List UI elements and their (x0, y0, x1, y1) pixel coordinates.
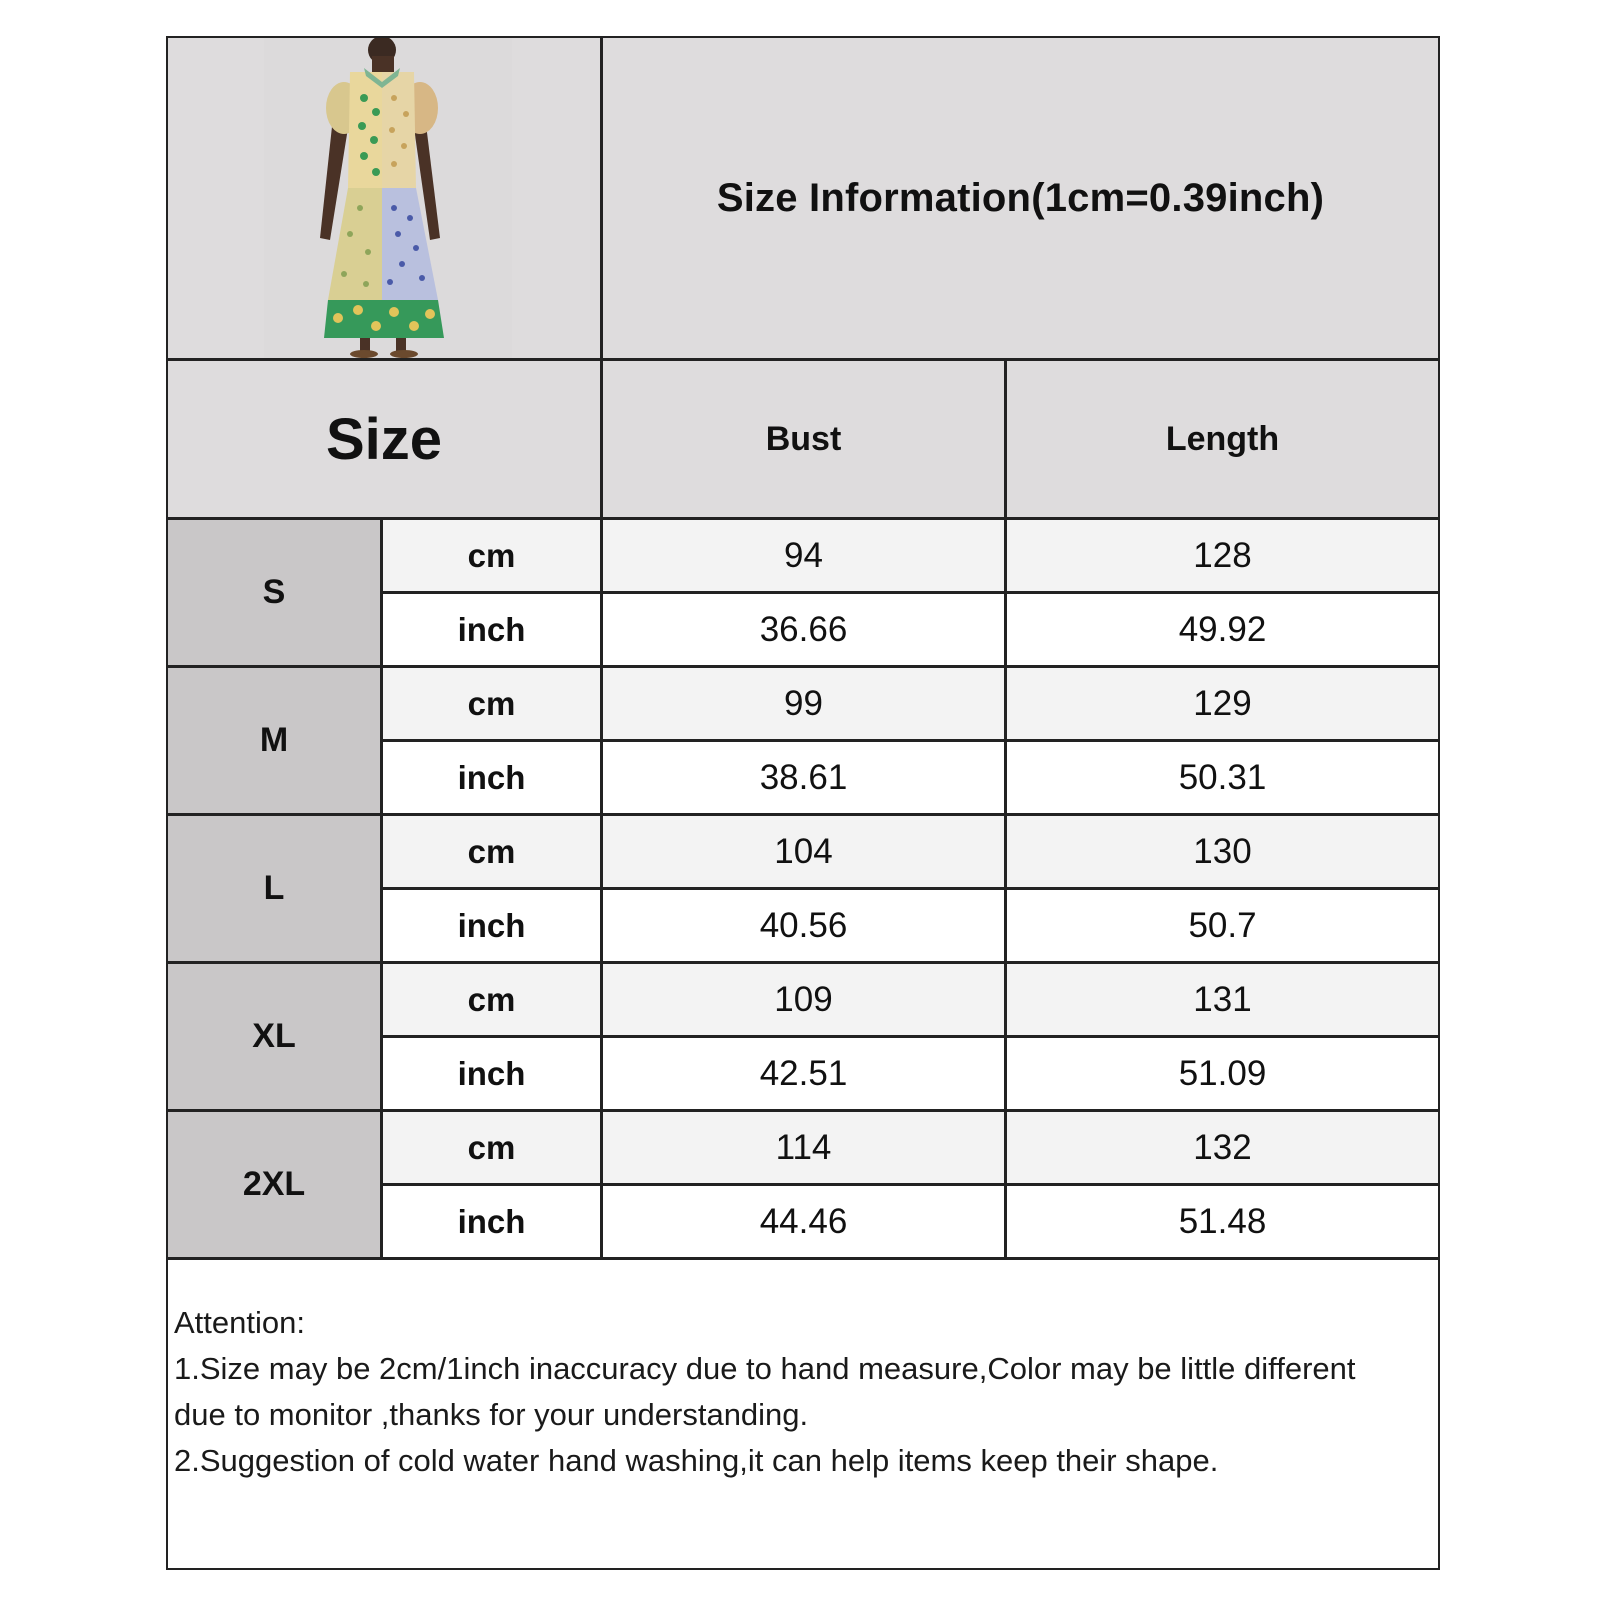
size-label: XL (252, 1017, 296, 1055)
size-chart (166, 36, 1440, 1570)
length-value-cell (1007, 742, 1438, 813)
size-header-cell (168, 361, 600, 517)
size-cell (168, 816, 380, 961)
chart-title: Size Information(1cm=0.39inch) (716, 175, 1325, 220)
bust-value-cell (603, 742, 1004, 813)
size-cell (168, 668, 380, 813)
notes-line-1: 1.Size may be 2cm/1inch inaccuracy due to hand measure,Color may be little different due to monitor ,thanks for your understanding. (174, 1351, 1356, 1432)
length-value: 51.09 (1178, 1053, 1267, 1093)
length-value: 131 (1193, 979, 1252, 1019)
size-label: 2XL (242, 1165, 306, 1203)
length-value-cell (1007, 1112, 1438, 1183)
bust-value: 42.51 (759, 1053, 848, 1093)
length-value: 51.48 (1178, 1201, 1267, 1241)
bust-value: 99 (784, 683, 823, 723)
unit-label: cm (467, 980, 516, 1018)
size-label: L (263, 869, 285, 907)
dress-illustration (264, 38, 512, 358)
size-cell (168, 1112, 380, 1257)
length-value-cell (1007, 964, 1438, 1035)
product-photo (264, 38, 512, 358)
unit-label: inch (457, 1202, 526, 1240)
unit-label: cm (467, 536, 516, 574)
unit-label: inch (457, 610, 526, 648)
length-value: 50.7 (1188, 905, 1257, 945)
length-value-cell (1007, 1038, 1438, 1109)
size-cell (168, 964, 380, 1109)
length-header-cell (1007, 361, 1438, 517)
bust-value-cell (603, 594, 1004, 665)
unit-label-cell (383, 816, 600, 887)
length-value: 129 (1193, 683, 1252, 723)
product-photo-cell (168, 38, 600, 358)
unit-label-cell (383, 1112, 600, 1183)
unit-label: cm (467, 832, 516, 870)
bust-header: Bust (765, 419, 842, 458)
size-header: Size (325, 406, 443, 472)
bust-value-cell (603, 816, 1004, 887)
unit-label-cell (383, 520, 600, 591)
unit-label: inch (457, 906, 526, 944)
attention-notes (174, 1300, 1414, 1484)
length-value: 128 (1193, 535, 1252, 575)
bust-value-cell (603, 890, 1004, 961)
unit-label-cell (383, 890, 600, 961)
length-value-cell (1007, 816, 1438, 887)
unit-label: inch (457, 1054, 526, 1092)
length-header: Length (1165, 419, 1280, 458)
unit-label-cell (383, 964, 600, 1035)
size-label: S (262, 573, 286, 611)
unit-label-cell (383, 1186, 600, 1257)
bust-value: 38.61 (759, 757, 848, 797)
title-cell (603, 38, 1438, 358)
bust-value: 114 (775, 1127, 832, 1167)
unit-label-cell (383, 1038, 600, 1109)
notes-heading: Attention: (174, 1305, 305, 1340)
length-value: 132 (1193, 1127, 1252, 1167)
bust-value-cell (603, 1186, 1004, 1257)
bust-value: 104 (774, 831, 833, 871)
bust-value-cell (603, 668, 1004, 739)
length-value: 49.92 (1178, 609, 1267, 649)
length-value-cell (1007, 1186, 1438, 1257)
length-value-cell (1007, 520, 1438, 591)
unit-label-cell (383, 594, 600, 665)
length-value: 50.31 (1178, 757, 1267, 797)
bust-value: 44.46 (759, 1201, 848, 1241)
length-value: 130 (1193, 831, 1252, 871)
length-value-cell (1007, 668, 1438, 739)
bust-value-cell (603, 1112, 1004, 1183)
bust-value-cell (603, 964, 1004, 1035)
unit-label: inch (457, 758, 526, 796)
size-label: M (259, 721, 289, 759)
bust-value: 94 (784, 535, 823, 575)
unit-label-cell (383, 742, 600, 813)
notes-line-2: 2.Suggestion of cold water hand washing,it can help items keep their shape. (174, 1443, 1219, 1478)
bust-value: 36.66 (759, 609, 848, 649)
bust-value: 40.56 (759, 905, 848, 945)
unit-label: cm (467, 684, 516, 722)
length-value-cell (1007, 594, 1438, 665)
unit-label-cell (383, 668, 600, 739)
unit-label: cm (467, 1128, 516, 1166)
bust-value-cell (603, 520, 1004, 591)
bust-value-cell (603, 1038, 1004, 1109)
length-value-cell (1007, 890, 1438, 961)
size-cell (168, 520, 380, 665)
bust-header-cell (603, 361, 1004, 517)
bust-value: 109 (774, 979, 833, 1019)
